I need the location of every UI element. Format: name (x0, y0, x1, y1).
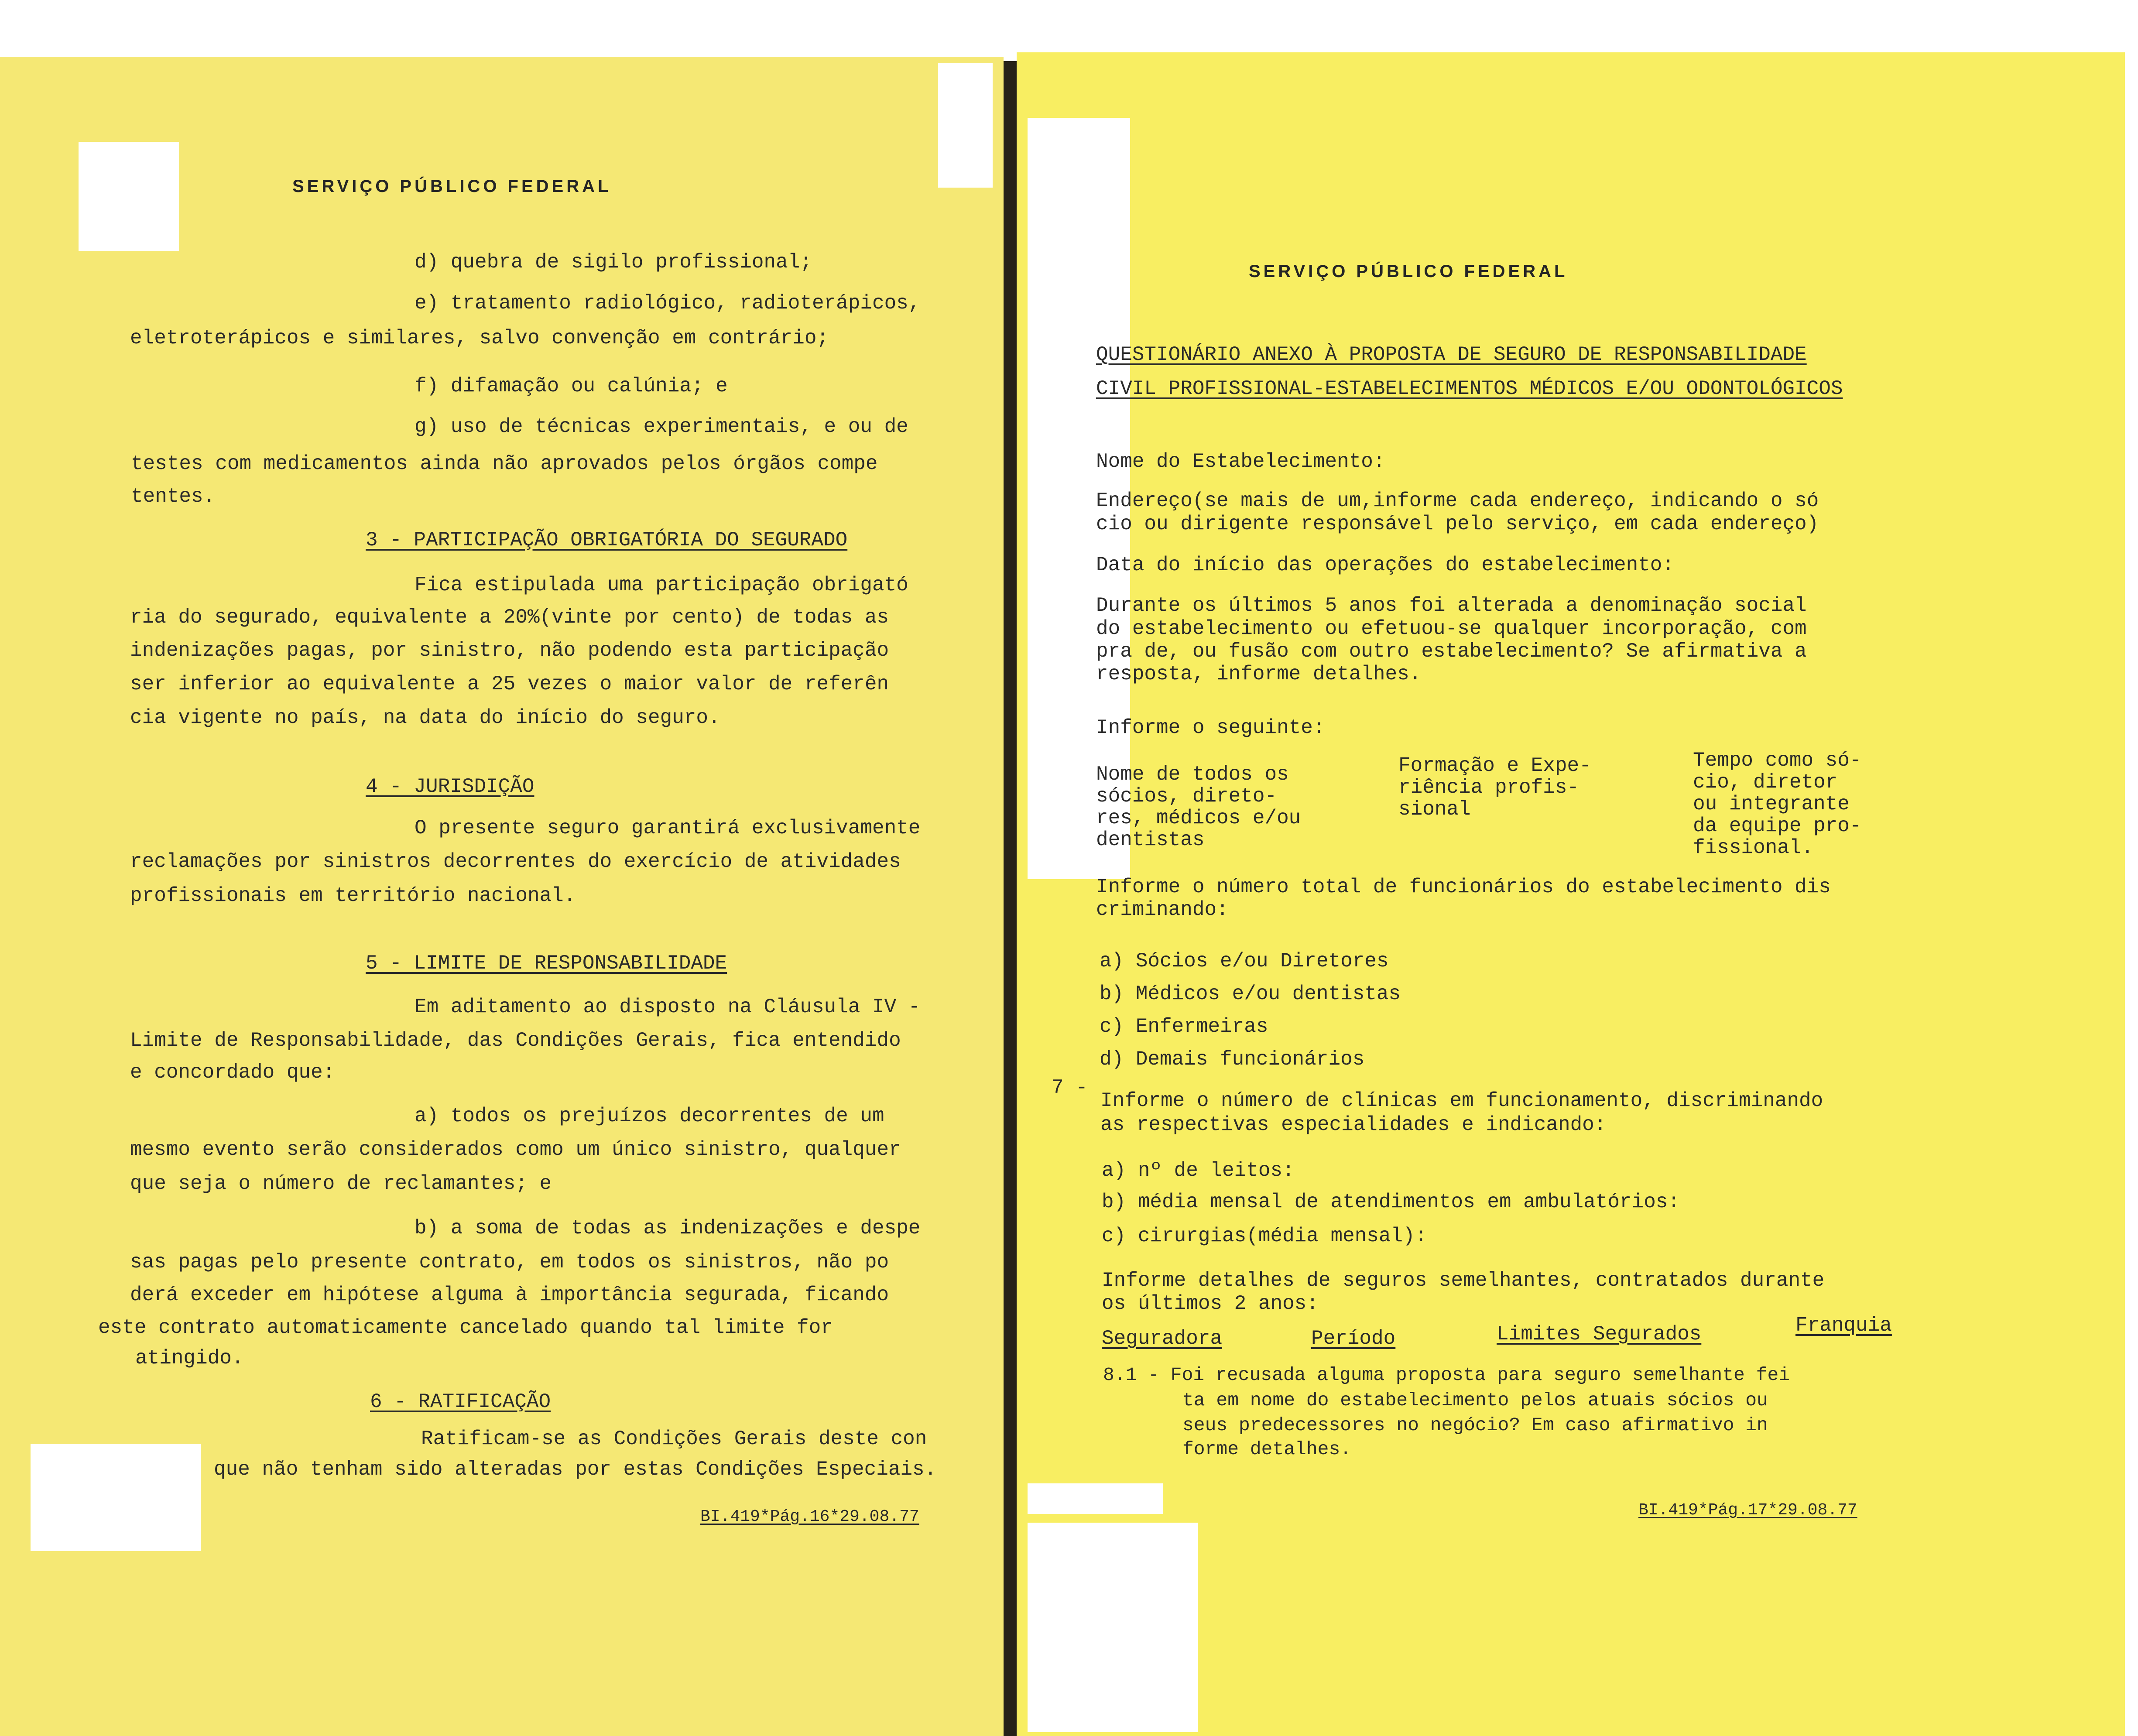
form-line: os últimos 2 anos: (1102, 1292, 1319, 1315)
text-line: que seja o número de reclamantes; e (130, 1172, 552, 1195)
form-line: ta em nome do estabelecimento pelos atuais sócios ou (1182, 1390, 1768, 1411)
form-line: 8.1 - Foi recusada alguma proposta para seguro semelhante fei (1103, 1364, 1790, 1386)
text-line: profissionais em território nacional. (130, 884, 576, 907)
text-line: mesmo evento serão considerados como um único sinistro, qualquer (130, 1138, 901, 1161)
form-line: d) Demais funcionários (1100, 1048, 1365, 1071)
table-header: Franquia (1795, 1314, 1892, 1337)
column-label: Tempo como só- (1693, 749, 1862, 772)
form-line: Informe detalhes de seguros semelhantes, contratados durante (1102, 1269, 1825, 1292)
redaction-block (1028, 1523, 1198, 1732)
text-line: ria do segurado, equivalente a 20%(vinte por cento) de todas as (130, 606, 889, 629)
text-line: e) tratamento radiológico, radioterápicos, (415, 292, 921, 315)
text-line: reclamações por sinistros decorrentes do exercício de atividades (130, 850, 901, 873)
text-line: que não tenham sido alteradas por estas Condições Especiais. (214, 1458, 937, 1481)
book-spine (1004, 61, 1017, 1736)
table-header: Período (1311, 1327, 1396, 1350)
document-title: QUESTIONÁRIO ANEXO À PROPOSTA DE SEGURO DE RESPONSABILIDADE (1096, 343, 1807, 366)
column-label: sional (1398, 798, 1471, 821)
column-label: Formação e Expe- (1398, 754, 1591, 777)
text-line: este contrato automaticamente cancelado quando tal limite for (98, 1316, 833, 1339)
text-line: tentes. (131, 485, 216, 508)
column-label: cio, diretor (1693, 771, 1838, 794)
redaction-block (938, 63, 993, 188)
section-heading: 4 - JURISDIÇÃO (366, 775, 534, 798)
form-line: pra de, ou fusão com outro estabelecimento? Se afirmativa a (1096, 640, 1807, 663)
form-line: Informe o número de clínicas em funcionamento, discriminando (1100, 1089, 1823, 1112)
form-line: Informe o número total de funcionários do estabelecimento dis (1096, 876, 1831, 898)
text-line: d) quebra de sigilo profissional; (415, 251, 812, 274)
column-label: dentistas (1096, 829, 1205, 851)
redaction-block (1028, 1483, 1163, 1514)
form-line: Data do início das operações do estabelecimento: (1096, 554, 1675, 576)
column-label: da equipe pro- (1693, 815, 1862, 837)
form-line: Durante os últimos 5 anos foi alterada a denominação social (1096, 594, 1807, 617)
document-title: CIVIL PROFISSIONAL-ESTABELECIMENTOS MÉDICOS E/OU ODONTOLÓGICOS (1096, 377, 1843, 400)
text-line: g) uso de técnicas experimentais, e ou de (415, 415, 908, 438)
column-label: res, médicos e/ou (1096, 807, 1301, 829)
form-line: criminando: (1096, 898, 1229, 921)
column-label: fissional. (1693, 836, 1814, 859)
form-line: Informe o seguinte: (1096, 716, 1325, 739)
text-line: f) difamação ou calúnia; e (415, 375, 728, 397)
form-line: a) Sócios e/ou Diretores (1100, 950, 1389, 972)
redaction-block (79, 142, 179, 251)
left-header: SERVIÇO PÚBLICO FEDERAL (292, 177, 612, 196)
text-line: indenizações pagas, por sinistro, não podendo esta participação (130, 639, 889, 662)
form-line: forme detalhes. (1182, 1438, 1352, 1460)
text-line: testes com medicamentos ainda não aprovados pelos órgãos compe (131, 452, 878, 475)
form-line: b) média mensal de atendimentos em ambulatórios: (1102, 1191, 1680, 1213)
text-line: b) a soma de todas as indenizações e despe (415, 1217, 921, 1240)
table-header: Limites Segurados (1497, 1323, 1702, 1346)
section-heading: 5 - LIMITE DE RESPONSABILIDADE (366, 952, 727, 975)
form-line: seus predecessores no negócio? Em caso afirmativo in (1182, 1414, 1768, 1436)
text-line: atingido. (135, 1347, 244, 1370)
text-line: cia vigente no país, na data do início do seguro. (130, 706, 720, 729)
page-number: BI.419*Pág.16*29.08.77 (700, 1507, 919, 1526)
column-label: riência profis- (1398, 776, 1580, 799)
form-line: as respectivas especialidades e indicando: (1100, 1113, 1607, 1136)
text-line: Limite de Responsabilidade, das Condições Gerais, fica entendido (130, 1029, 901, 1052)
text-line: sas pagas pelo presente contrato, em todos os sinistros, não po (130, 1251, 889, 1274)
table-header: Seguradora (1102, 1327, 1223, 1350)
column-label: sócios, direto- (1096, 785, 1277, 808)
text-line: e concordado que: (130, 1061, 335, 1084)
redaction-block (31, 1444, 201, 1551)
form-line: a) nº de leitos: (1102, 1159, 1295, 1182)
section-heading: 3 - PARTICIPAÇÃO OBRIGATÓRIA DO SEGURADO (366, 529, 848, 551)
form-line: b) Médicos e/ou dentistas (1100, 983, 1401, 1005)
item-number: 7 - (1052, 1076, 1088, 1099)
text-line: a) todos os prejuízos decorrentes de um (415, 1105, 884, 1127)
form-line: c) cirurgias(média mensal): (1102, 1225, 1427, 1247)
form-line: Nome do Estabelecimento: (1096, 450, 1385, 473)
column-label: ou integrante (1693, 793, 1850, 815)
page-number: BI.419*Pág.17*29.08.77 (1638, 1501, 1857, 1520)
text-line: derá exceder em hipótese alguma à importância segurada, ficando (130, 1284, 889, 1306)
text-line: Em aditamento ao disposto na Cláusula IV - (415, 996, 921, 1018)
form-line: Endereço(se mais de um,informe cada endereço, indicando o só (1096, 490, 1819, 512)
form-line: resposta, informe detalhes. (1096, 663, 1422, 685)
text-line: eletroterápicos e similares, salvo convenção em contrário; (130, 327, 829, 349)
form-line: cio ou dirigente responsável pelo serviço, em cada endereço) (1096, 513, 1819, 535)
right-header: SERVIÇO PÚBLICO FEDERAL (1249, 262, 1568, 281)
section-heading: 6 - RATIFICAÇÃO (370, 1390, 551, 1413)
text-line: Ratificam-se as Condições Gerais deste con (421, 1428, 927, 1450)
text-line: Fica estipulada uma participação obrigató (415, 574, 908, 596)
form-line: do estabelecimento ou efetuou-se qualquer incorporação, com (1096, 617, 1807, 640)
form-line: c) Enfermeiras (1100, 1015, 1268, 1038)
text-line: ser inferior ao equivalente a 25 vezes o maior valor de referên (130, 673, 889, 695)
text-line: O presente seguro garantirá exclusivamente (415, 817, 921, 839)
column-label: Nome de todos os (1096, 763, 1289, 786)
